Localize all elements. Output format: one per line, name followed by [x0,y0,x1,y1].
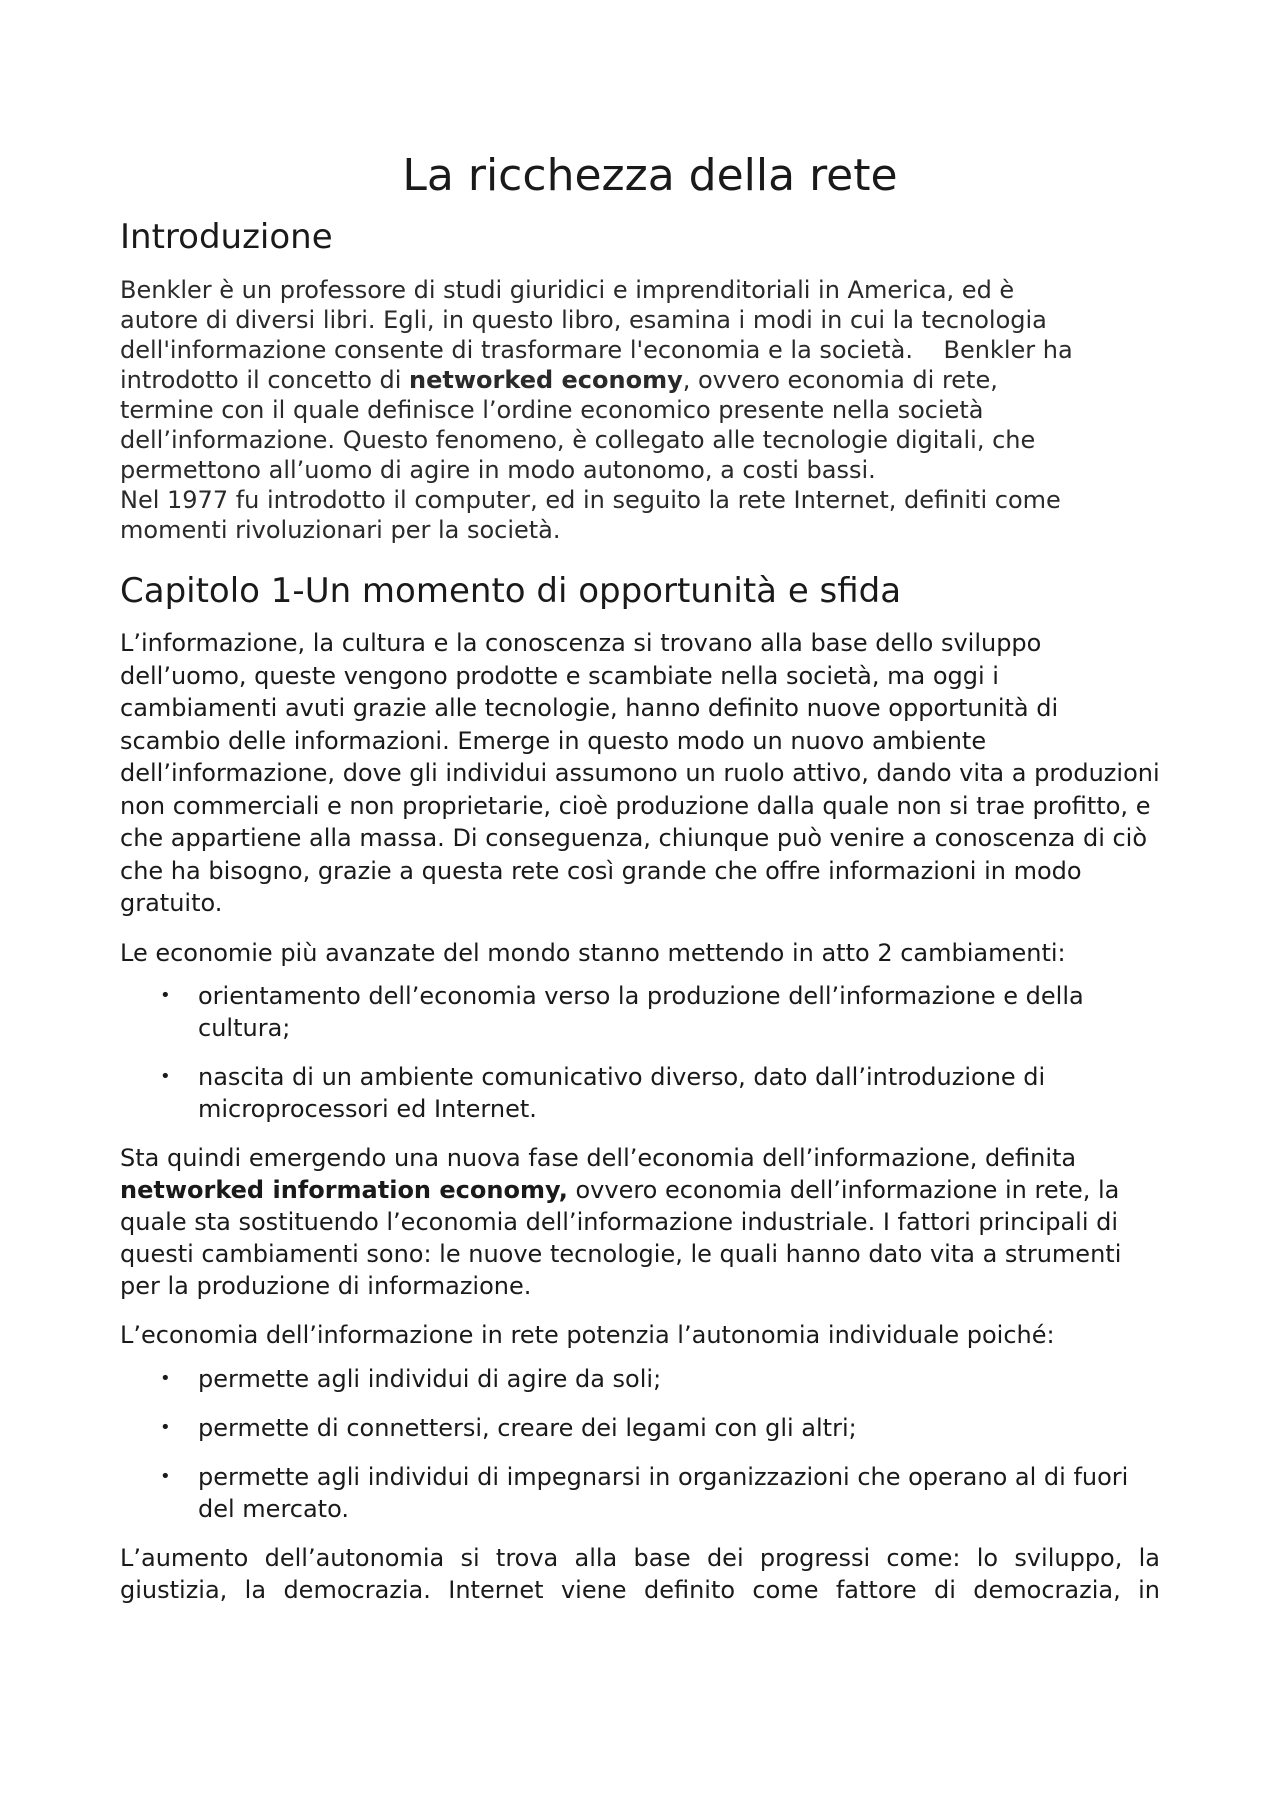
document-title: La ricchezza della rete [402,150,898,201]
list-item [120,1061,1160,1125]
paragraph-text: ovvero economia dell’informazione in rete, la quale sta sostituendo l’economia dell’informazione industriale. I fattori principali di questi cambiamenti sono: le nuove tecnologie, le quali hanno dato vita a strumenti per la produzione di informazione. [120,1176,1122,1300]
intro-line: termine con il quale definisce l’ordine economico presente nella società [120,396,984,424]
intro-line: Benkler è un professore di studi giuridici e imprenditoriali in America, ed è [120,276,1015,304]
intro-line: , ovvero economia di rete, [682,366,998,394]
chapter-paragraph: L’economia dell’informazione in rete potenzia l’autonomia individuale poiché: [120,1321,1055,1349]
paragraph-line: giustizia, la democrazia. Internet viene definito come fattore di democrazia, in [120,1575,1160,1604]
intro-line: dell’informazione. Questo fenomeno, è collegato alle tecnologie digitali, che [120,426,1036,454]
bullet-icon: • [160,1416,171,1438]
list-item-text: orientamento dell’economia verso la produzione dell’informazione e della cultura; [198,982,1084,1042]
chapter-heading: Capitolo 1-Un momento di opportunità e sfida [120,571,902,611]
list-item-text: permette agli individui di agire da soli; [198,1364,662,1393]
intro-line: Nel 1977 fu introdotto il computer, ed in seguito la rete Internet, definiti come [120,486,1061,514]
bullet-icon: • [160,1066,171,1087]
chapter-paragraph: Le economie più avanzate del mondo stanno mettendo in atto 2 cambiamenti: [120,938,1066,967]
intro-line: dell'informazione consente di trasformare l'economia e la società. Benkler ha [120,336,1073,364]
list-item [120,1461,1160,1525]
paragraph-line: L’aumento dell’autonomia si trova alla base dei progressi come: lo sviluppo, la [120,1543,1160,1572]
bullet-list [120,1363,1160,1525]
bullet-icon: • [160,1465,171,1487]
chapter-paragraph: L’informazione, la cultura e la conoscenza si trovano alla base dello sviluppo dell’uomo, queste vengono prodotte e scambiate nella società, ma oggi i cambiamenti avuti grazie alle tecnologie, hanno definito nuove opportunità di scambio delle informazioni. Emerge in questo modo un nuovo ambiente dell’informazione, dove gli individui assumono un ruolo attivo, dando vita a produzioni non commerciali e non proprietarie, cioè produzione dalla quale non si trae profitto, e che appartiene alla massa. Di conseguenza, chiunque può venire a conoscenza di ciò che ha bisogno, grazie a questa rete così grande che offre informazioni in modo gratuito. [120,629,1160,917]
bold-term: networked economy [409,366,683,394]
intro-heading: Introduzione [120,217,333,257]
intro-line: permettono all’uomo di agire in modo autonomo, a costi bassi. [120,456,876,484]
bullet-icon: • [160,985,171,1006]
bold-term: networked information economy, [120,1176,568,1204]
intro-paragraph [120,275,1160,545]
chapter-1-section [120,567,1160,1606]
chapter-paragraph [120,1542,1160,1606]
bullet-list [120,980,1160,1125]
list-item-text: permette di connettersi, creare dei legami con gli altri; [198,1413,857,1442]
bullet-icon: • [160,1367,171,1389]
list-item-text: permette agli individui di impegnarsi in organizzazioni che operano al di fuori del mercato. [198,1462,1129,1523]
list-item [120,1363,1160,1395]
intro-line: introdotto il concetto di [120,366,410,394]
intro-line: momenti rivoluzionari per la società. [120,516,561,544]
list-item [120,1412,1160,1444]
paragraph-text: Sta quindi emergendo una nuova fase dell’economia dell’informazione, definita [120,1144,1077,1172]
chapter-paragraph [120,1142,1160,1302]
intro-line: autore di diversi libri. Egli, in questo libro, esamina i modi in cui la tecnologia [120,306,1047,334]
list-item-text: nascita di un ambiente comunicativo diverso, dato dall’introduzione di microprocessori ed Internet. [198,1063,1046,1123]
intro-section [120,213,1160,545]
list-item [120,980,1160,1044]
